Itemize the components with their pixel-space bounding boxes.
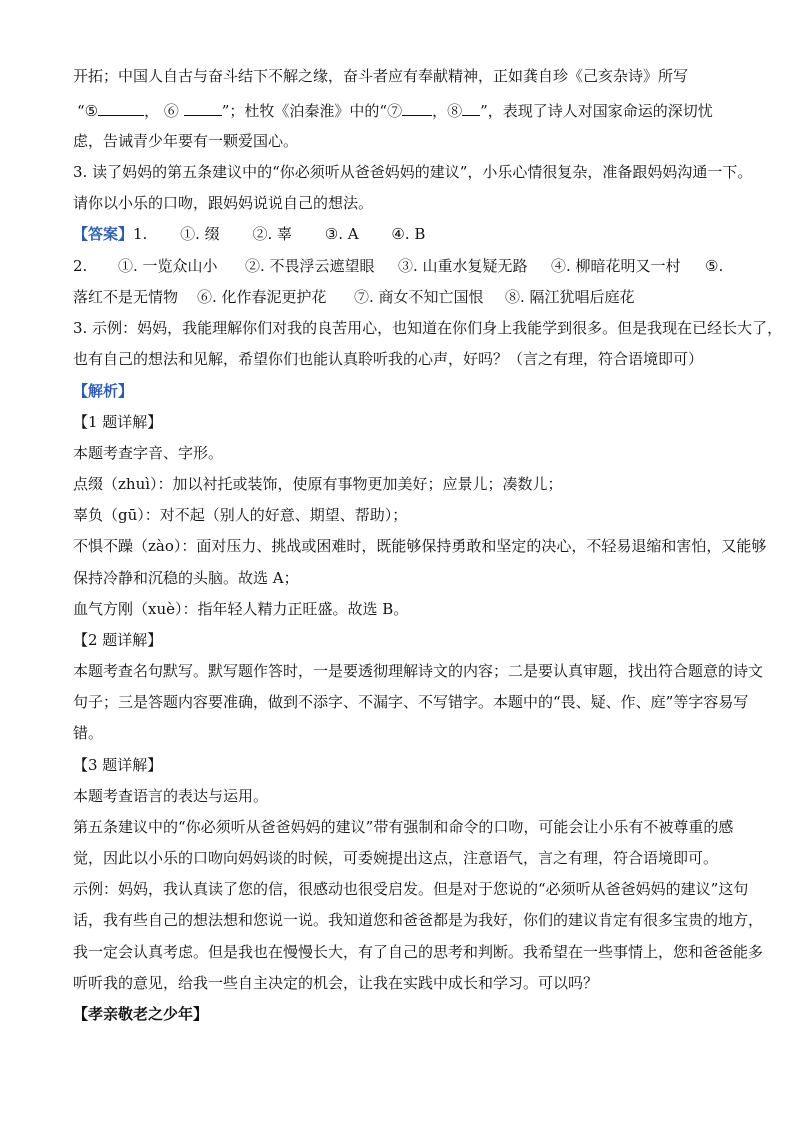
blank-6-label: ⑥	[163, 102, 179, 120]
answer-3-line-2: 也有自己的想法和见解，希望你们也能认真聆听我的心声，好吗？（言之有理，符合语境即可）	[73, 350, 704, 368]
answer-1-item: ②. 辜	[252, 225, 292, 243]
answer-2-num: 2.	[73, 257, 88, 275]
detail-3-line: 示例：妈妈，我认真读了您的信，很感动也很受启发。但是对于您说的“必须听从爸爸妈妈的建议”这句	[73, 880, 749, 898]
answer-2-item: 落红不是无情物	[73, 288, 179, 306]
blank-5	[98, 101, 144, 116]
answer-2-item: ⑤.	[705, 257, 724, 275]
answer-2-item: ②. 不畏浮云遮望眼	[245, 257, 375, 275]
answer-2-item: ⑧. 隔江犹唱后庭花	[505, 288, 635, 306]
detail-2-line: 句子；三是答题内容要准确，做到不添字、不漏字、不写错字。本题中的“畏、疑、作、庭”等字容易写	[73, 693, 749, 711]
answer-label: 【答案】	[73, 225, 134, 243]
blank-8	[462, 101, 480, 116]
detail-2-line: 本题考查名句默写。默写题作答时，一是要透彻理解诗文的内容；二是要认真审题，找出符合题意的诗文	[73, 662, 764, 680]
section-title: 【孝亲敬老之少年】	[73, 1005, 209, 1023]
detail-1-line: 点缀（zhuì）：加以衬托或装饰，使原有事物更加美好；应景儿；凑数儿；	[73, 475, 563, 493]
detail-3-line: 本题考查语言的表达与运用。	[73, 787, 269, 805]
detail-1-line: 保持冷静和沉稳的头脑。故选 A；	[73, 569, 299, 587]
intro-line-2	[77, 101, 713, 121]
detail-3-line: 觉，因此以小乐的口吻向妈妈谈的时候，可委婉提出这点，注意语气，言之有理，符合语境即可。	[73, 849, 719, 867]
answer-3-line-1: 3. 示例：妈妈，我能理解你们对我的良苦用心，也知道在你们身上我能学到很多。但是我现在已经长大了，	[73, 319, 783, 337]
intro-line-2-tail: ”，表现了诗人对国家命运的深切忧	[480, 102, 713, 120]
detail-3-line: 第五条建议中的“你必须听从爸爸妈妈的建议”带有强制和命令的口吻，可能会让小乐有不被尊重的感	[73, 818, 734, 836]
blank-7-label: ⑦	[387, 102, 403, 120]
analysis-label: 【解析】	[73, 382, 134, 400]
detail-1-line: 不惧不躁（zào）：面对压力、挑战或困难时，既能够保持勇敢和坚定的决心，不轻易退缩和害怕，又能够	[73, 537, 767, 555]
answer-2-item: ⑥. 化作春泥更护花	[197, 288, 327, 306]
blank-5-label: ⑤	[84, 102, 99, 120]
detail-3-line: 话，我有些自己的想法想和您说一说。我知道您和爸爸都是为我好，你们的建议肯定有很多宝贵的地方，	[73, 911, 764, 929]
q3-line-2: 请你以小乐的口吻，跟妈妈说说自己的想法。	[73, 194, 374, 212]
intro-line-1: 开拓；中国人自古与奋斗结下不解之缘，奋斗者应有奉献精神，正如龚自珍《己亥杂诗》所写	[73, 67, 689, 85]
answer-1-item: ①. 缀	[180, 225, 220, 243]
blank-8-label: ⑧	[447, 102, 463, 120]
answer-row-2	[73, 256, 724, 276]
detail-3-line: 我一定会认真考虑。但是我也在慢慢长大，有了自己的思考和判断。我希望在一些事情上，您和爸爸能多	[73, 943, 764, 961]
blank-comma: ，	[144, 102, 160, 120]
detail-2-line: 错。	[73, 724, 104, 742]
answer-1-item: ③. A	[324, 225, 359, 243]
answer-2-item: ④. 柳暗花明又一村	[551, 257, 681, 275]
answer-1-num: 1.	[133, 225, 148, 243]
answer-row-2b	[73, 287, 635, 307]
intro-line-2-mid: ”；杜牧《泊秦淮》中的“	[221, 102, 388, 120]
detail-1-line: 本题考查字音、字形。	[73, 444, 224, 462]
detail-1-line: 血气方刚（xuè）：指年轻人精力正旺盛。故选 B。	[73, 600, 409, 618]
blank-6	[184, 101, 222, 116]
answer-2-item: ⑦. 商女不知亡国恨	[354, 288, 484, 306]
answer-2-item: ③. 山重水复疑无路	[398, 257, 528, 275]
detail-3-label: 【3 题详解】	[73, 756, 163, 774]
detail-2-label: 【2 题详解】	[73, 631, 163, 649]
answer-row-1	[73, 224, 425, 244]
detail-1-line: 辜负（gū）：对不起（别人的好意、期望、帮助）；	[73, 506, 408, 524]
quote-open: “	[77, 102, 85, 120]
answer-2-item: ①. 一览众山小	[118, 257, 218, 275]
blank-7	[402, 101, 432, 116]
q3-line-1: 3. 读了妈妈的第五条建议中的“你必须听从爸爸妈妈的建议”，小乐心情很复杂，准备跟妈妈沟通一下。	[73, 163, 753, 181]
detail-1-label: 【1 题详解】	[73, 413, 163, 431]
answer-1-item: ④. B	[391, 225, 426, 243]
blank-comma-2: ，	[432, 102, 448, 120]
intro-line-3: 虑，告诫青少年要有一颗爱国心。	[73, 132, 299, 150]
detail-3-line: 听听我的意见，给我一些自主决定的机会，让我在实践中成长和学习。可以吗？	[73, 974, 599, 992]
